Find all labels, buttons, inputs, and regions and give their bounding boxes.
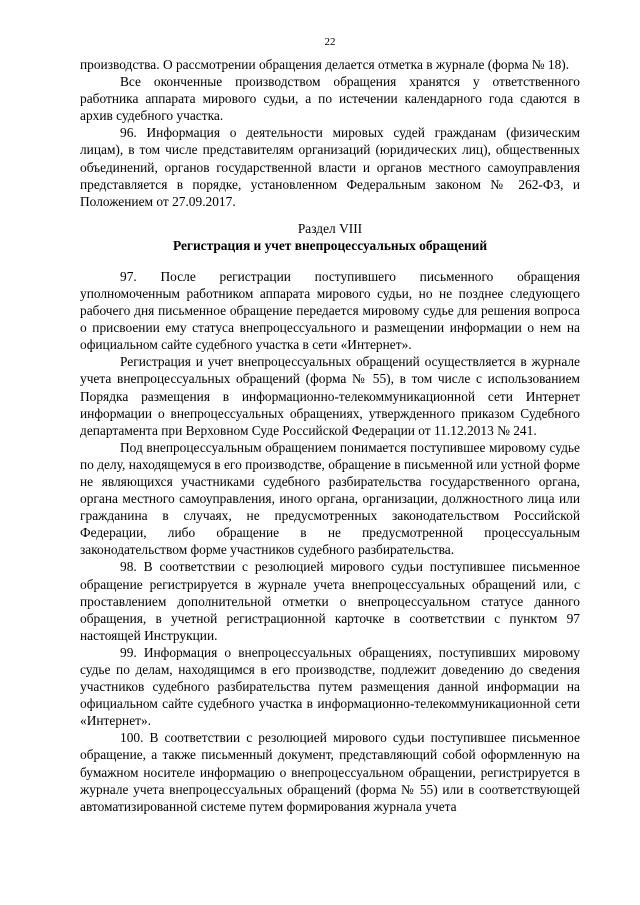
section-title: Регистрация и учет внепроцессуальных обращений xyxy=(172,237,488,253)
paragraph-100: 100. В соответствии с резолюцией мирового судьи поступившее письменное обращение, а также письменный документ, представляющий собой оформленную на бумажном носителе информацию о внепроцессуальном обращении, регистрируется в журнале учета внепроцессуальных обращений (форма № 55) или в соответствующей автоматизированной системе путем формирования журнала учета xyxy=(80,730,580,814)
paragraph-96: 96. Информация о деятельности мировых судей гражданам (физическим лицам), в том числе представителям организаций (юридических лиц), общественных объединений, органов государственной власти и органов местного самоуправления представляется в порядке, установленном Федеральным законом № 262-ФЗ, и Положением от 27.09.2017. xyxy=(80,125,580,209)
paragraph-97: 97. После регистрации поступившего письменного обращения уполномоченным работником аппарата мирового судьи, но не позднее следующего рабочего дня письменное обращение передается мировому судье для решения вопроса о присвоении ему статуса внепроцессуального и размещении информации о нем на официальном сайте судебного участка в сети «Интернет». xyxy=(80,268,580,353)
page-number: 22 xyxy=(324,36,336,48)
paragraph-98: 98. В соответствии с резолюцией мирового судьи поступившее письменное обращение регистрируется в журнале учета внепроцессуальных обращений или, с проставлением дополнительной отметки о внепроцессуальном статусе данного обращения, в учетной регистрационной карточке в соответствии с пунктом 97 настоящей Инструкции. xyxy=(80,559,580,643)
paragraph-registration: Регистрация и учет внепроцессуальных обращений осуществляется в журнале учета внепроцессуальных обращений (форма № 55), в том числе с использованием Порядка размещения в информационно-телекоммуникационной сети Интернет информации о внепроцессуальных обращениях, утвержденного приказом Судебного департамента при Верховном Суде Российской Федерации от 11.12.2013 № 241. xyxy=(80,354,580,438)
paragraph-99: 99. Информация о внепроцессуальных обращениях, поступивших мировому судье по делам, находящимся в его производстве, подлежит доведению до сведения участников судебного разбирательства путем размещения данной информации на официальном сайте судебного участка в информационно-телекоммуникационной сети «Интернет». xyxy=(80,644,580,729)
section-label: Раздел VIII xyxy=(297,220,363,236)
paragraph-definition: Под внепроцессуальным обращением понимается поступившее мировому судье по делу, находящемуся в его производстве, обращение в письменной или устной форме не являющихся участниками судебного разбирательства государственного органа, органа местного самоуправления, иного органа, организации, должностного лица или гражданина в случаях, не предусмотренных законодательством Российской Федерации, либо обращение в не предусмотренной процессуальным законодательством форме участников судебного разбирательства. xyxy=(80,439,580,558)
paragraph-continuation: производства. О рассмотрении обращения делается отметка в журнале (форма № 18). xyxy=(80,57,570,72)
document-body xyxy=(80,56,580,815)
paragraph-archive: Все оконченные производством обращения хранятся у ответственного работника аппарата мирового судьи, а по истечении календарного года сдаются в архив судебного участка. xyxy=(80,74,580,124)
document-page xyxy=(80,0,580,815)
